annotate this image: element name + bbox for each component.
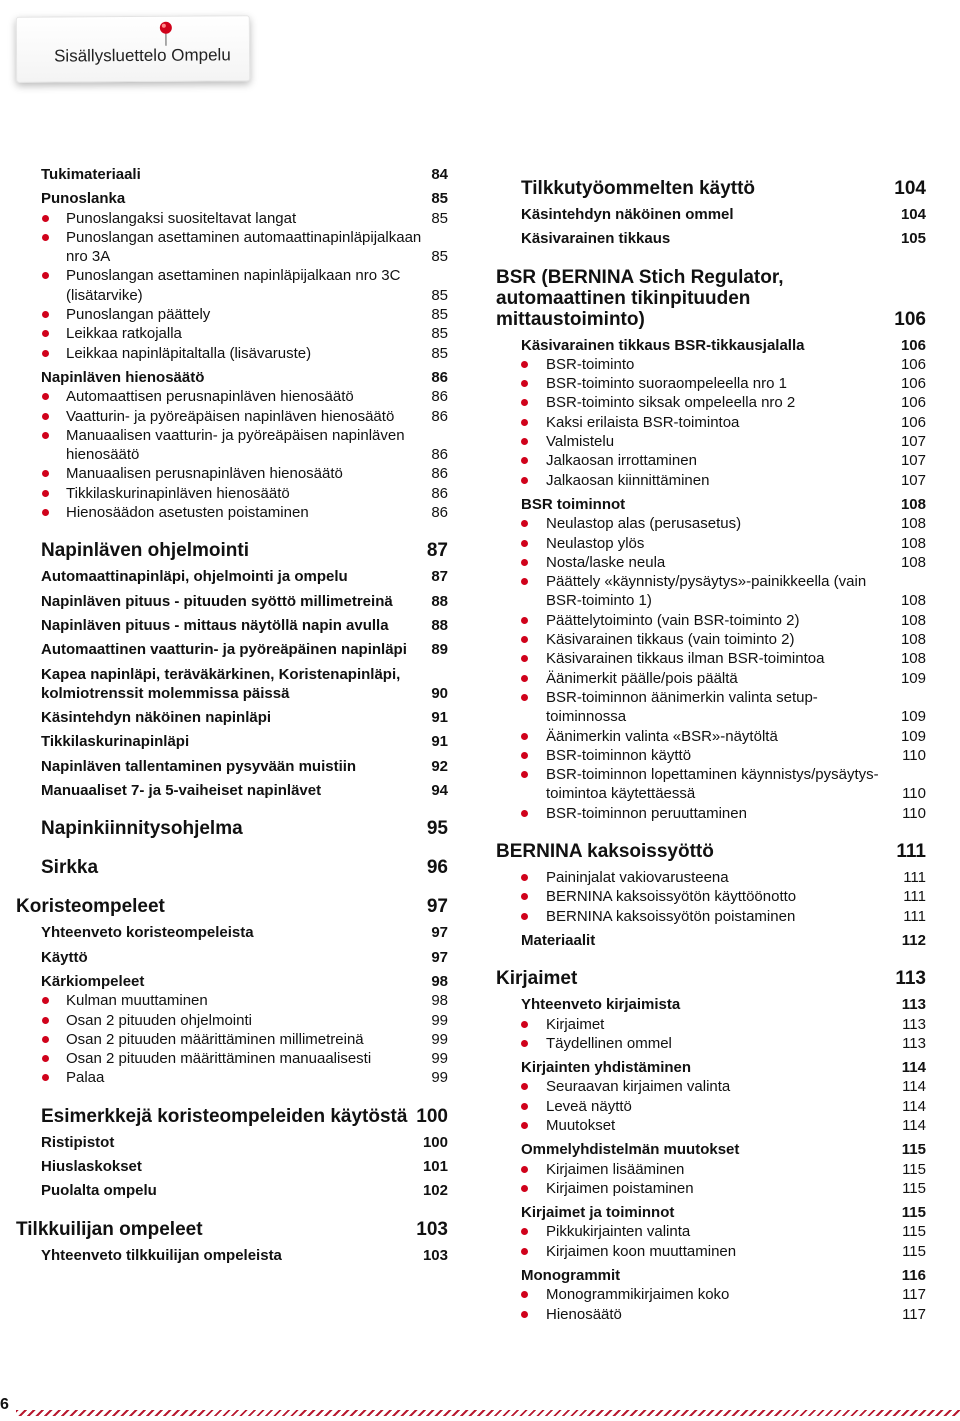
toc-entry-title: Napinläven pituus - pituuden syöttö millimetreinä <box>41 592 393 610</box>
toc-entry-title: Päättelytoiminto (vain BSR-toiminto 2) <box>546 611 800 629</box>
toc-entry-title: Käsintehdyn näköinen napinläpi <box>41 709 272 727</box>
toc-entry-title: Ommelyhdistelmän muutokset <box>521 1141 740 1159</box>
toc-section-heading <box>496 205 926 224</box>
toc-bullet-item <box>496 1242 926 1261</box>
header-note-card <box>16 15 250 83</box>
toc-entry-page: 100 <box>422 1133 448 1151</box>
toc-section-heading <box>16 923 448 942</box>
toc-entry-title: Manuaalisen vaatturin- ja pyöreäpäisen napinläven hienosäätö <box>66 426 405 464</box>
page-number: 6 <box>0 1396 9 1413</box>
toc-entry-title: Seuraavan kirjaimen valinta <box>546 1078 731 1096</box>
toc-entry-title: BSR toiminnot <box>521 495 626 513</box>
toc-entry-page: 87 <box>431 568 448 586</box>
toc-entry-page: 86 <box>431 407 448 425</box>
toc-entry-title: Kapea napinläpi, teräväkärkinen, Koristenapinläpi, kolmiotrenssit molemmissa päissä <box>41 665 401 702</box>
toc-section-heading <box>16 1133 448 1152</box>
toc-bullet-item <box>496 907 926 926</box>
toc-entry-title: Vaatturin- ja pyöreäpäisen napinläven hienosäätö <box>66 407 395 425</box>
toc-entry-page: 85 <box>431 209 448 227</box>
toc-section-heading <box>16 781 448 800</box>
toc-entry-title: BSR-toiminnon peruuttaminen <box>546 804 747 822</box>
toc-entry-title: Palaa <box>66 1069 105 1087</box>
toc-entry-page: 109 <box>900 669 926 687</box>
toc-section-heading <box>496 336 926 355</box>
toc-entry-page: 115 <box>902 1179 926 1197</box>
toc-bullet-item <box>496 572 926 611</box>
toc-entry-page: 106 <box>894 308 926 330</box>
toc-entry-page: 106 <box>900 336 926 354</box>
toc-entry-title: Kirjaimet <box>546 1015 605 1033</box>
toc-entry-title: Materiaalit <box>521 931 596 949</box>
toc-entry-page: 104 <box>894 178 926 199</box>
toc-chapter-heading <box>16 540 448 561</box>
toc-entry-title: Osan 2 pituuden ohjelmointi <box>66 1011 252 1029</box>
toc-entry-page: 113 <box>901 996 926 1014</box>
toc-entry-title: BERNINA kaksoissyötön poistaminen <box>546 907 796 925</box>
toc-entry-title: Napinläven pituus - mittaus näytöllä napin avulla <box>41 616 389 634</box>
toc-entry-page: 89 <box>431 641 448 659</box>
toc-bullet-item <box>16 209 448 228</box>
toc-section-heading <box>16 972 448 991</box>
toc-bullet-item <box>496 451 926 470</box>
toc-entry-page: 90 <box>431 684 448 702</box>
toc-entry-title: Monogrammit <box>521 1267 621 1285</box>
toc-entry-title: BSR-toiminnon lopettaminen käynnistys/pysäytys-toimintoa käytettäessä <box>546 766 879 803</box>
toc-entry-title: Monogrammikirjaimen koko <box>546 1286 730 1304</box>
toc-entry-page: 108 <box>900 515 926 533</box>
toc-section-heading <box>496 995 926 1014</box>
toc-bullet-item <box>496 553 926 572</box>
toc-bullet-item <box>496 630 926 649</box>
toc-chapter-heading <box>496 267 926 330</box>
toc-entry-title: Täydellinen ommel <box>546 1034 672 1052</box>
toc-entry-page: 106 <box>900 375 926 393</box>
toc-entry-title: Kärkiompeleet <box>41 972 145 990</box>
toc-entry-title: Napinläven tallentaminen pysyvään muistiin <box>41 757 357 775</box>
toc-section-heading <box>16 1157 448 1176</box>
toc-right-column <box>496 160 926 1324</box>
toc-entry-page: 88 <box>431 616 448 634</box>
toc-entry-page: 108 <box>900 553 926 571</box>
toc-left-column <box>16 160 448 1265</box>
toc-entry-page: 114 <box>902 1097 926 1115</box>
toc-entry-page: 108 <box>900 631 926 649</box>
toc-entry-page: 115 <box>902 1160 926 1178</box>
toc-entry-title: Puolalta ompelu <box>41 1182 157 1200</box>
toc-entry-page: 105 <box>900 230 926 248</box>
toc-entry-page: 107 <box>900 471 926 489</box>
toc-entry-page: 97 <box>426 896 448 918</box>
toc-entry-title: Esimerkkejä koristeompeleiden käytöstä <box>41 1105 408 1127</box>
toc-bullet-item <box>16 387 448 406</box>
toc-section-heading <box>496 229 926 248</box>
decorative-bottom-border <box>16 1410 960 1416</box>
toc-bullet-item <box>496 669 926 688</box>
toc-bullet-item <box>496 1015 926 1034</box>
toc-entry-title: Äänimerkin valinta «BSR»-näytöltä <box>546 727 778 745</box>
toc-entry-title: Kulman muuttaminen <box>66 992 208 1010</box>
toc-entry-page: 106 <box>900 413 926 431</box>
toc-section-heading <box>496 931 926 950</box>
toc-entry-title: Leveä näyttö <box>546 1097 632 1115</box>
toc-entry-title: Automaattisen perusnapinläven hienosäätö <box>66 388 354 406</box>
toc-bullet-item <box>16 407 448 426</box>
toc-bullet-item <box>496 649 926 668</box>
toc-section-heading <box>16 708 448 727</box>
toc-entry-page: 98 <box>431 992 448 1010</box>
toc-entry-title: Yhteenveto koristeompeleista <box>41 924 254 942</box>
toc-entry-page: 85 <box>431 190 448 208</box>
toc-bullet-item <box>496 1305 926 1324</box>
toc-entry-page: 111 <box>903 907 926 925</box>
toc-entry-title: Neulastop alas (perusasetus) <box>546 515 742 533</box>
toc-entry-page: 99 <box>431 1050 448 1068</box>
toc-bullet-item <box>496 374 926 393</box>
toc-bullet-item <box>496 611 926 630</box>
toc-entry-page: 113 <box>895 968 926 990</box>
page-title: Sisällysluettelo Ompelu <box>53 45 231 66</box>
toc-bullet-item <box>16 266 448 305</box>
toc-entry-title: Kirjainten yhdistäminen <box>521 1059 692 1077</box>
toc-entry-page: 86 <box>431 368 448 386</box>
toc-bullet-item <box>496 432 926 451</box>
toc-bullet-item <box>16 228 448 267</box>
toc-entry-title: BSR-toiminnon äänimerkin valinta setup-toiminnossa <box>546 688 818 726</box>
toc-entry-title: Osan 2 pituuden määrittäminen manuaalisesti <box>66 1050 372 1068</box>
toc-section-heading <box>16 368 448 387</box>
toc-section-heading <box>16 616 448 635</box>
toc-entry-title: Tikkilaskurinapinläpi <box>41 733 190 751</box>
toc-chapter-heading <box>16 1106 448 1127</box>
toc-entry-title: Kirjaimen koon muuttaminen <box>546 1242 737 1260</box>
toc-entry-page: 109 <box>900 708 926 726</box>
toc-entry-page: 103 <box>416 1218 448 1240</box>
toc-section-heading <box>16 165 448 184</box>
toc-entry-title: Tilkkuilijan ompeleet <box>16 1218 203 1240</box>
toc-section-heading <box>496 495 926 514</box>
toc-entry-page: 116 <box>901 1267 926 1285</box>
toc-entry-title: Punoslangan asettaminen automaattinapinläpijalkaan nro 3A <box>66 228 422 266</box>
toc-entry-title: Kirjaimen poistaminen <box>546 1179 694 1197</box>
toc-entry-title: Käsintehdyn näköinen ommel <box>521 206 734 223</box>
toc-entry-page: 115 <box>901 1141 926 1159</box>
toc-bullet-item <box>496 1222 926 1241</box>
toc-bullet-item <box>16 305 448 324</box>
toc-entry-title: Kirjaimen lisääminen <box>546 1160 685 1178</box>
toc-entry-page: 91 <box>431 709 448 727</box>
toc-entry-title: Ristipistot <box>41 1133 115 1151</box>
toc-bullet-item <box>496 514 926 533</box>
toc-entry-page: 114 <box>902 1078 926 1096</box>
toc-entry-page: 85 <box>431 344 448 362</box>
toc-bullet-item <box>16 1030 448 1049</box>
toc-entry-page: 97 <box>431 924 448 942</box>
toc-chapter-heading <box>496 178 926 199</box>
toc-entry-page: 88 <box>431 592 448 610</box>
toc-bullet-item <box>496 1179 926 1198</box>
toc-entry-title: Kirjaimet <box>496 968 578 990</box>
toc-bullet-item <box>496 746 926 765</box>
toc-bullet-item <box>496 727 926 746</box>
toc-bullet-item <box>16 1049 448 1068</box>
toc-entry-page: 115 <box>902 1242 926 1260</box>
toc-section-heading <box>16 732 448 751</box>
toc-entry-title: Tilkkutyöommelten käyttö <box>521 178 756 199</box>
toc-entry-title: Punoslangan asettaminen napinläpijalkaan nro 3C (lisätarvike) <box>66 267 401 304</box>
toc-entry-page: 110 <box>902 804 926 822</box>
toc-entry-page: 104 <box>900 206 926 223</box>
toc-chapter-heading <box>16 1219 448 1240</box>
toc-entry-title: Käsivarainen tikkaus (vain toiminto 2) <box>546 631 795 649</box>
toc-bullet-item <box>16 344 448 363</box>
toc-entry-page: 110 <box>902 746 926 764</box>
toc-entry-title: Jalkaosan kiinnittäminen <box>546 471 710 489</box>
toc-entry-title: Yhteenveto tilkkuilijan ompeleista <box>41 1246 282 1264</box>
toc-entry-title: Nosta/laske neula <box>546 553 666 571</box>
toc-entry-title: Napinkiinnitysohjelma <box>41 818 243 840</box>
toc-section-heading <box>16 757 448 776</box>
toc-section-heading <box>496 1058 926 1077</box>
toc-entry-page: 91 <box>431 733 448 751</box>
toc-section-heading <box>16 567 448 586</box>
toc-entry-title: Käsivarainen tikkaus BSR-tikkausjalalla <box>521 336 805 354</box>
toc-entry-title: BERNINA kaksoissyötön käyttöönotto <box>546 888 797 906</box>
toc-bullet-item <box>16 464 448 483</box>
toc-section-heading <box>16 665 448 704</box>
toc-entry-title: BSR-toiminto suoraompeleella nro 1 <box>546 375 787 393</box>
toc-entry-title: Kirjaimet ja toiminnot <box>521 1204 675 1222</box>
toc-entry-page: 84 <box>431 166 448 183</box>
toc-bullet-item <box>16 1011 448 1030</box>
toc-entry-title: Punoslangan päättely <box>66 306 211 324</box>
toc-entry-page: 108 <box>900 592 926 610</box>
toc-entry-page: 113 <box>902 1034 926 1052</box>
toc-entry-title: Päättely «käynnisty/pysäytys»-painikkeella (vain BSR-toiminto 1) <box>546 573 867 610</box>
toc-entry-title: Napinläven hienosäätö <box>41 368 205 386</box>
toc-entry-title: Valmistelu <box>546 433 615 451</box>
toc-entry-title: Yhteenveto kirjaimista <box>521 996 681 1014</box>
toc-entry-title: Leikkaa napinläpitaltalla (lisävaruste) <box>66 344 312 362</box>
toc-entry-title: BERNINA kaksoissyöttö <box>496 841 714 863</box>
toc-entry-page: 85 <box>431 286 448 304</box>
toc-chapter-heading <box>16 818 448 839</box>
toc-bullet-item <box>496 868 926 887</box>
toc-entry-title: Käsivarainen tikkaus <box>521 230 671 248</box>
toc-chapter-heading <box>496 968 926 989</box>
toc-entry-page: 115 <box>902 1223 926 1241</box>
toc-entry-page: 117 <box>902 1286 926 1304</box>
toc-bullet-item <box>16 1068 448 1087</box>
toc-entry-page: 102 <box>422 1182 448 1200</box>
toc-entry-title: Punoslanka <box>41 190 126 208</box>
toc-bullet-item <box>16 324 448 343</box>
toc-entry-page: 107 <box>900 452 926 470</box>
toc-bullet-item <box>496 534 926 553</box>
toc-section-heading <box>16 189 448 208</box>
toc-entry-title: Koristeompeleet <box>16 896 165 918</box>
toc-bullet-item <box>496 765 926 804</box>
toc-entry-page: 101 <box>422 1157 448 1175</box>
toc-entry-page: 108 <box>900 534 926 552</box>
toc-section-heading <box>16 1246 448 1265</box>
toc-entry-page: 111 <box>903 888 926 906</box>
toc-bullet-item <box>496 1116 926 1135</box>
toc-entry-title: BSR-toiminto siksak ompeleella nro 2 <box>546 394 796 412</box>
toc-entry-page: 85 <box>431 248 448 266</box>
toc-bullet-item <box>496 1285 926 1304</box>
toc-entry-title: Tikkilaskurinapinläven hienosäätö <box>66 484 290 502</box>
toc-entry-page: 111 <box>896 841 926 863</box>
toc-entry-page: 108 <box>900 650 926 668</box>
toc-entry-title: Neulastop ylös <box>546 534 645 552</box>
toc-bullet-item <box>16 503 448 522</box>
toc-entry-title: Hienosäätö <box>546 1305 622 1323</box>
toc-entry-title: Paininjalat vakiovarusteena <box>546 869 729 887</box>
toc-section-heading <box>16 592 448 611</box>
toc-entry-title: Pikkukirjainten valinta <box>546 1223 691 1241</box>
toc-entry-page: 87 <box>426 540 448 562</box>
toc-entry-title: Kaksi erilaista BSR-toimintoa <box>546 413 740 431</box>
toc-entry-page: 115 <box>901 1204 926 1222</box>
toc-entry-page: 99 <box>431 1011 448 1029</box>
toc-entry-title: Napinläven ohjelmointi <box>41 540 249 562</box>
toc-entry-page: 100 <box>416 1105 448 1127</box>
toc-entry-page: 95 <box>426 818 448 840</box>
toc-entry-page: 98 <box>431 972 448 990</box>
toc-section-heading <box>496 1140 926 1159</box>
toc-entry-page: 85 <box>431 306 448 324</box>
toc-entry-title: Käyttö <box>41 948 88 966</box>
toc-entry-page: 114 <box>902 1116 926 1134</box>
toc-entry-page: 99 <box>431 1030 448 1048</box>
toc-entry-page: 94 <box>431 782 448 800</box>
toc-bullet-item <box>496 393 926 412</box>
toc-bullet-item <box>496 804 926 823</box>
toc-entry-title: Automaattinapinläpi, ohjelmointi ja ompelu <box>41 568 348 586</box>
toc-chapter-heading <box>16 857 448 878</box>
toc-entry-page: 103 <box>422 1246 448 1264</box>
toc-entry-title: BSR-toiminnon käyttö <box>546 746 692 764</box>
toc-section-heading <box>16 1181 448 1200</box>
toc-entry-title: Tukimateriaali <box>41 166 141 183</box>
toc-bullet-item <box>16 426 448 465</box>
toc-entry-title: Leikkaa ratkojalla <box>66 325 182 343</box>
toc-entry-page: 114 <box>901 1059 926 1077</box>
toc-entry-page: 97 <box>431 948 448 966</box>
toc-entry-page: 110 <box>902 785 926 803</box>
toc-entry-title: Automaattinen vaatturin- ja pyöreäpäinen napinläpi <box>41 641 407 659</box>
toc-chapter-heading <box>16 896 448 917</box>
toc-bullet-item <box>496 1077 926 1096</box>
toc-bullet-item <box>16 991 448 1010</box>
toc-entry-title: Muutokset <box>546 1116 616 1134</box>
toc-entry-title: BSR (BERNINA Stich Regulator, automaattinen tikinpituuden mittaustoiminto) <box>496 266 784 330</box>
toc-entry-page: 86 <box>431 388 448 406</box>
toc-entry-title: Käsivarainen tikkaus ilman BSR-toimintoa <box>546 650 825 668</box>
toc-entry-page: 112 <box>901 931 926 949</box>
toc-bullet-item <box>496 413 926 432</box>
toc-entry-page: 117 <box>902 1305 926 1323</box>
toc-entry-title: Jalkaosan irrottaminen <box>546 452 697 470</box>
toc-entry-page: 86 <box>431 465 448 483</box>
toc-bullet-item <box>496 355 926 374</box>
toc-entry-page: 85 <box>431 325 448 343</box>
toc-entry-page: 109 <box>900 727 926 745</box>
pushpin-icon <box>157 21 175 47</box>
toc-entry-page: 107 <box>900 433 926 451</box>
toc-bullet-item <box>496 688 926 727</box>
toc-entry-title: Hiuslaskokset <box>41 1157 142 1175</box>
toc-entry-page: 111 <box>903 869 926 887</box>
toc-entry-title: Manuaalisen perusnapinläven hienosäätö <box>66 465 343 483</box>
toc-bullet-item <box>496 887 926 906</box>
toc-bullet-item <box>496 1160 926 1179</box>
toc-entry-page: 108 <box>900 495 926 513</box>
toc-entry-title: Osan 2 pituuden määrittäminen millimetreinä <box>66 1030 364 1048</box>
toc-entry-page: 86 <box>431 484 448 502</box>
toc-entry-page: 86 <box>431 446 448 464</box>
toc-bullet-item <box>496 1097 926 1116</box>
toc-section-heading <box>16 948 448 967</box>
toc-entry-title: Sirkka <box>41 857 99 879</box>
toc-bullet-item <box>496 471 926 490</box>
toc-entry-title: BSR-toiminto <box>546 355 635 373</box>
toc-entry-page: 92 <box>431 757 448 775</box>
toc-entry-page: 106 <box>900 394 926 412</box>
toc-entry-title: Äänimerkit päälle/pois päältä <box>546 669 738 687</box>
toc-section-heading <box>496 1266 926 1285</box>
toc-entry-page: 96 <box>426 857 448 879</box>
toc-bullet-item <box>16 484 448 503</box>
toc-section-heading <box>16 640 448 659</box>
toc-entry-page: 108 <box>900 611 926 629</box>
toc-entry-page: 106 <box>900 355 926 373</box>
toc-chapter-heading <box>496 841 926 862</box>
toc-entry-title: Manuaaliset 7- ja 5-vaiheiset napinlävet <box>41 782 322 800</box>
toc-entry-page: 99 <box>431 1069 448 1087</box>
toc-entry-page: 86 <box>431 504 448 522</box>
toc-entry-title: Punoslangaksi suositeltavat langat <box>66 209 297 227</box>
toc-bullet-item <box>496 1034 926 1053</box>
toc-entry-page: 113 <box>902 1015 926 1033</box>
toc-entry-title: Hienosäädon asetusten poistaminen <box>66 504 309 522</box>
toc-section-heading <box>496 1203 926 1222</box>
